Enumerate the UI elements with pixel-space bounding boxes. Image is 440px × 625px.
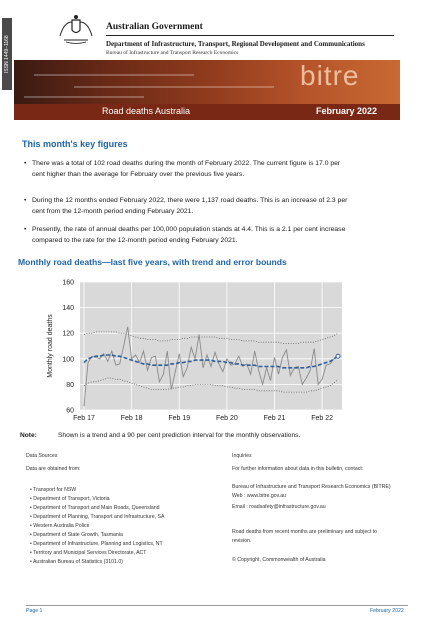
y-tick-label: 80	[66, 381, 74, 389]
key-figures-heading: This month's key figures	[22, 139, 128, 149]
data-sources-list	[30, 486, 164, 567]
preliminary-notice: Road deaths from recent months are preliminary and subject to revision.	[232, 529, 378, 544]
data-source-item: • Department of Transport and Main Roads, Queensland	[30, 505, 160, 511]
data-source-item: • Department of State Growth, Tasmania	[30, 532, 123, 538]
y-tick-label: 60	[66, 407, 74, 415]
key-figure-bullet-2: • During the 12 months ended February 2022, there were 1,137 road deaths. This is an increase of 2.3 per cent from the 12-month period ending February 2021.	[24, 197, 348, 215]
data-sources-heading: Data Sources	[26, 453, 58, 459]
key-figure-bullet-1: • There was a total of 102 road deaths during the month of February 2022. The current figure is 17.0 per cent higher than the average for February over the previous five years.	[24, 160, 341, 178]
x-tick-label: Feb 20	[215, 415, 238, 422]
x-tick-label: Feb 22	[311, 415, 334, 422]
data-sources-intro: Data are obtained from:	[26, 466, 81, 472]
x-tick-label: Feb 21	[263, 415, 286, 422]
data-source-item: • Territory and Municipal Services Directorate, ACT	[30, 550, 147, 556]
note-label: Note:	[20, 432, 37, 439]
y-tick-label: 160	[62, 279, 74, 287]
data-source-item: • Department of Planning, Transport and Infrastructure, SA	[30, 514, 165, 520]
data-source-item: • Australian Bureau of Statistics (3101.0)	[30, 559, 123, 565]
key-figure-bullet-3: • Presently, the rate of annual deaths per 100,000 population stands at 4.4. This is a 2.1 per cent increase compared to the rate for the 12-month period ending February 2021.	[24, 226, 346, 244]
data-source-item: • Transport for NSW	[30, 487, 77, 493]
y-tick-label: 100	[62, 356, 74, 364]
footer-date: February 2022	[370, 608, 404, 614]
copyright-notice: © Copyright, Commonwealth of Australia	[232, 557, 326, 563]
data-source-item: • Department of Transport, Victoria	[30, 496, 110, 502]
chart-heading: Monthly road deaths—last five years, with trend and error bounds	[18, 257, 287, 267]
footer-page-number: Page 1	[26, 608, 43, 614]
document-title: Road deaths Australia	[102, 106, 191, 116]
bureau-name: Bureau of Infrastructure and Transport Research Economics	[106, 50, 239, 56]
latest-point-marker	[336, 354, 340, 358]
inquiries-intro: For further information about data in this bulletin, contact:	[232, 466, 364, 472]
inquiries-heading: Inquiries	[232, 453, 252, 459]
x-tick-label: Feb 18	[120, 415, 143, 422]
government-title: Australian Government	[106, 22, 203, 32]
note-text: Shown is a trend and a 90 per cent prediction interval for the monthly observations.	[58, 432, 301, 439]
document-date: February 2022	[316, 106, 378, 116]
x-tick-label: Feb 17	[73, 415, 95, 422]
x-tick-label: Feb 19	[168, 415, 191, 422]
inquiries-email-link[interactable]: Email : roadsafety@infrastructure.gov.au	[232, 504, 326, 510]
y-tick-label: 120	[62, 330, 74, 338]
header-divider	[106, 35, 394, 36]
data-source-item: • Department of Infrastructure, Planning and Logistics, NT	[30, 541, 163, 547]
footer-divider	[26, 605, 408, 606]
road-deaths-chart	[18, 270, 348, 430]
bitre-logo: bitre	[300, 60, 360, 91]
issn-strip: ISSN 1449–1168	[2, 18, 12, 90]
data-source-item: • Western Australia Police	[30, 523, 90, 529]
inquiries-web-link[interactable]: Web : www.bitre.gov.au	[232, 493, 287, 499]
coat-of-arms-icon	[56, 14, 96, 46]
inquiries-org: Bureau of Infrastructure and Transport Research Economics (BITRE)	[232, 484, 391, 490]
department-name: Department of Infrastructure, Transport, Regional Development and Communications	[106, 40, 365, 48]
y-axis-label: Monthly road deaths	[47, 314, 54, 378]
y-tick-label: 140	[62, 305, 74, 313]
plot-area	[80, 282, 342, 410]
